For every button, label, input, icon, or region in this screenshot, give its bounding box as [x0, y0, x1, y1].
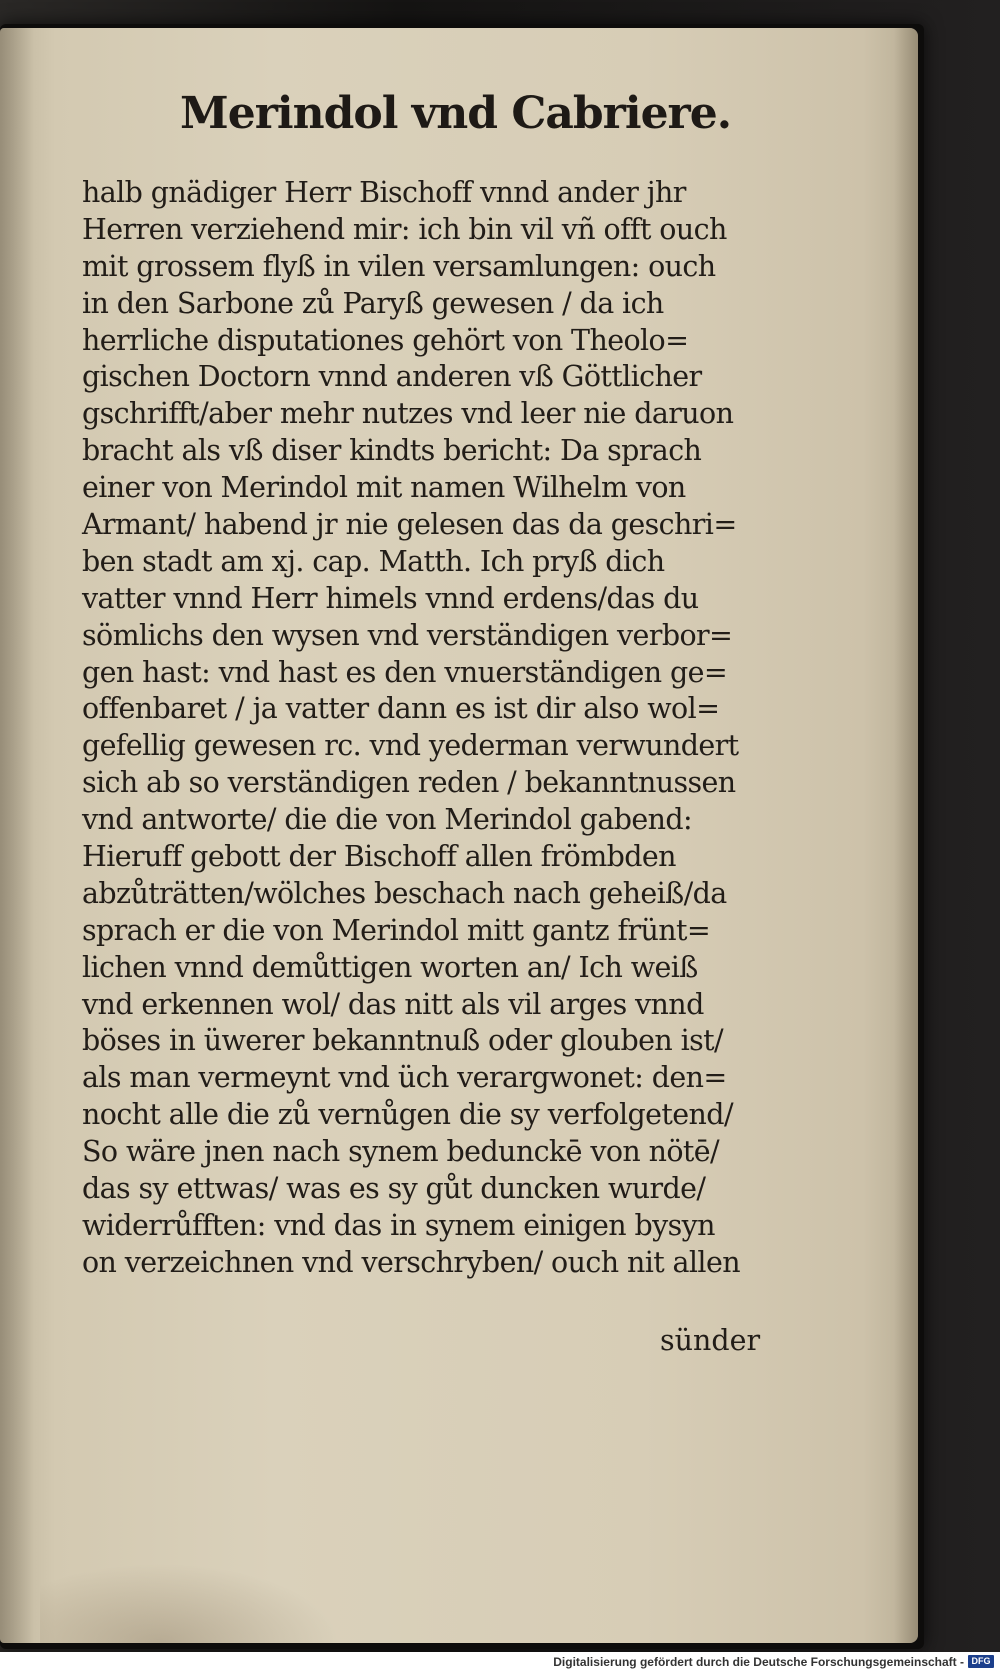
text-line: widerrůfften: vnd das in synem einigen bysyn	[82, 1208, 715, 1242]
text-line: gen hast: vnd hast es den vnuerständigen ge=	[82, 655, 728, 689]
text-line: Armant/ habend jr nie gelesen das da geschri=	[82, 508, 737, 542]
text-line: böses in üwerer bekanntnuß oder glouben ist/	[82, 1024, 723, 1058]
text-line: vnd antworte/ die die von Merindol gabend:	[82, 803, 693, 837]
text-line: gefellig gewesen rc. vnd yederman verwundert	[82, 729, 739, 763]
text-line: sprach er die von Merindol mitt gantz frünt=	[82, 913, 711, 947]
text-line: gischen Doctorn vnnd anderen vß Göttlicher	[82, 360, 702, 394]
text-line: ben stadt am xj. cap. Matth. Ich pryß dich	[82, 544, 665, 578]
footer-bar	[0, 1652, 1000, 1672]
book-page	[0, 28, 918, 1643]
text-line: gschrifft/aber mehr nutzes vnd leer nie daruon	[82, 397, 734, 431]
body-text	[82, 175, 772, 1282]
text-line: Hieruff gebott der Bischoff allen frömbden	[82, 840, 676, 874]
text-line: lichen vnnd demůttigen worten an/ Ich weiß	[82, 950, 698, 984]
text-line: als man vermeynt vnd üch verargwonet: den=	[82, 1061, 727, 1095]
text-line: So wäre jnen nach synem bedunckē von nötē/	[82, 1135, 720, 1169]
catchword: sünder	[660, 1324, 761, 1357]
text-line: abzůträtten/wölches beschach nach geheiß/da	[82, 876, 727, 910]
text-line: sömlichs den wysen vnd verständigen verbor=	[82, 618, 733, 652]
text-line: einer von Merindol mit namen Wilhelm von	[82, 471, 686, 505]
text-line: halb gnädiger Herr Bischoff vnnd ander jhr	[82, 176, 686, 209]
footer-credit: Digitalisierung gefördert durch die Deutsche Forschungsgemeinschaft -	[553, 1655, 964, 1669]
text-line: on verzeichnen vnd verschryben/ ouch nit allen	[82, 1245, 740, 1279]
text-line: in den Sarbone zů Paryß gewesen / da ich	[82, 286, 664, 320]
text-line: offenbaret / ja vatter dann es ist dir also wol=	[82, 692, 720, 726]
text-line: vatter vnnd Herr himels vnnd erdens/das du	[82, 581, 699, 615]
text-line: sich ab so verständigen reden / bekanntnussen	[82, 766, 736, 800]
text-line: nocht alle die zů vernůgen die sy verfolgetend/	[82, 1098, 733, 1132]
running-head: Merindol vnd Cabriere.	[180, 88, 732, 139]
text-line: mit grossem flyß in vilen versamlungen: ouch	[82, 249, 716, 283]
text-line: bracht als vß diser kindts bericht: Da sprach	[82, 434, 702, 468]
text-line: vnd erkennen wol/ das nitt als vil arges vnnd	[82, 987, 704, 1021]
text-line: das sy ettwas/ was es sy gůt duncken wurde/	[82, 1172, 706, 1206]
text-line: herrliche disputationes gehört von Theolo=	[82, 323, 689, 357]
text-line: Herren verziehend mir: ich bin vil vñ offt ouch	[82, 212, 727, 246]
dfg-logo-icon: DFG	[968, 1655, 994, 1668]
paper-stain	[40, 1563, 340, 1643]
